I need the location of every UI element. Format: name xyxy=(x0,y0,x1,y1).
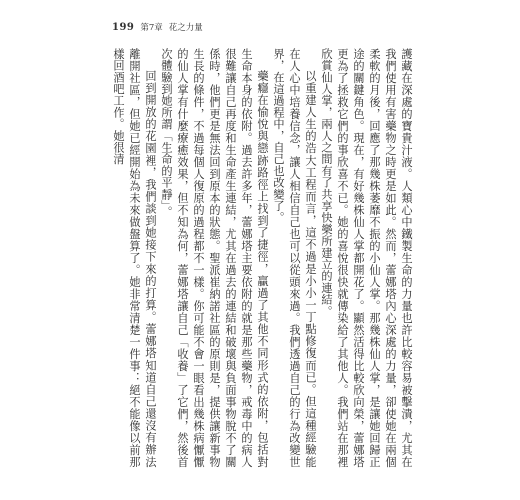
chapter-title: 花之力量 xyxy=(168,23,203,33)
page-number: 199 xyxy=(112,22,135,33)
paragraph-3: 藥癮在愉悅與戀跡路徑上找到了捷徑，贏過了其他不同形式的依附，包括對生命本身的依附。過去許多年，蕾娜塔主要依附的就是那些藥物，戒毒中的病人很難讓自己再度和生命產生連結，尤其在過去的連結和破壞與負面事物脫不了關係時，他們更是無法回到原本的狀態。聖派崔納諾社區的原則是，提供讓新事物生長的條件，不過每個人復原的過程都不一樣。你可能不會一眼看出幾株病懨懨的仙人掌有什麼療癒效果，但不知為何，蕾娜塔讓自己「收養」了它們，然後首次體驗到她所謂「生命的平靜」。 xyxy=(160,48,269,468)
paragraph-1: 護藏在深處的寶貴汁液。人類心中鐵製生命的力量也許比較容易被擊潰，尤其在我們使用有害藥物之時更是如此。然而，蕾娜塔內心深處的力量，卻使她在兩個柔軟的月後，回應了那幾株萎靡不振的小仙人掌。那幾株仙人掌，是讓她回歸正途的關鍵角色。現在，有好幾株仙人掌都開花了。顯然活得比較欣向榮，蕾娜塔更為了拯救它們的事欣喜不已。她的喜悅很快就傳染給了其他人。我們站在那裡欣賞仙人掌，兩人之間有了共享快樂所建立的連結。 xyxy=(320,48,413,468)
chapter-label: 第7章 xyxy=(140,23,163,33)
paragraph-4: 回到開放的花園裡，我們談到她接下來的打算。蕾娜塔知道自己還沒有辦法離開社區，但她已經開始為未來做盤算了。她非常清楚一件事：絕不能像以前那樣回酒吧工作。她很清 xyxy=(112,48,157,468)
vertical-text-body xyxy=(114,48,414,468)
paragraph-2: 以重建人生的浩大工程而言，這不過是小小一丁點修復而已。但這種經驗能在人心中培養信念，讓人相信自己也可以從頭來過。我們透過自己的行為改變世界，在這過程中，自己也改變了。 xyxy=(272,48,317,468)
running-head xyxy=(112,21,203,35)
